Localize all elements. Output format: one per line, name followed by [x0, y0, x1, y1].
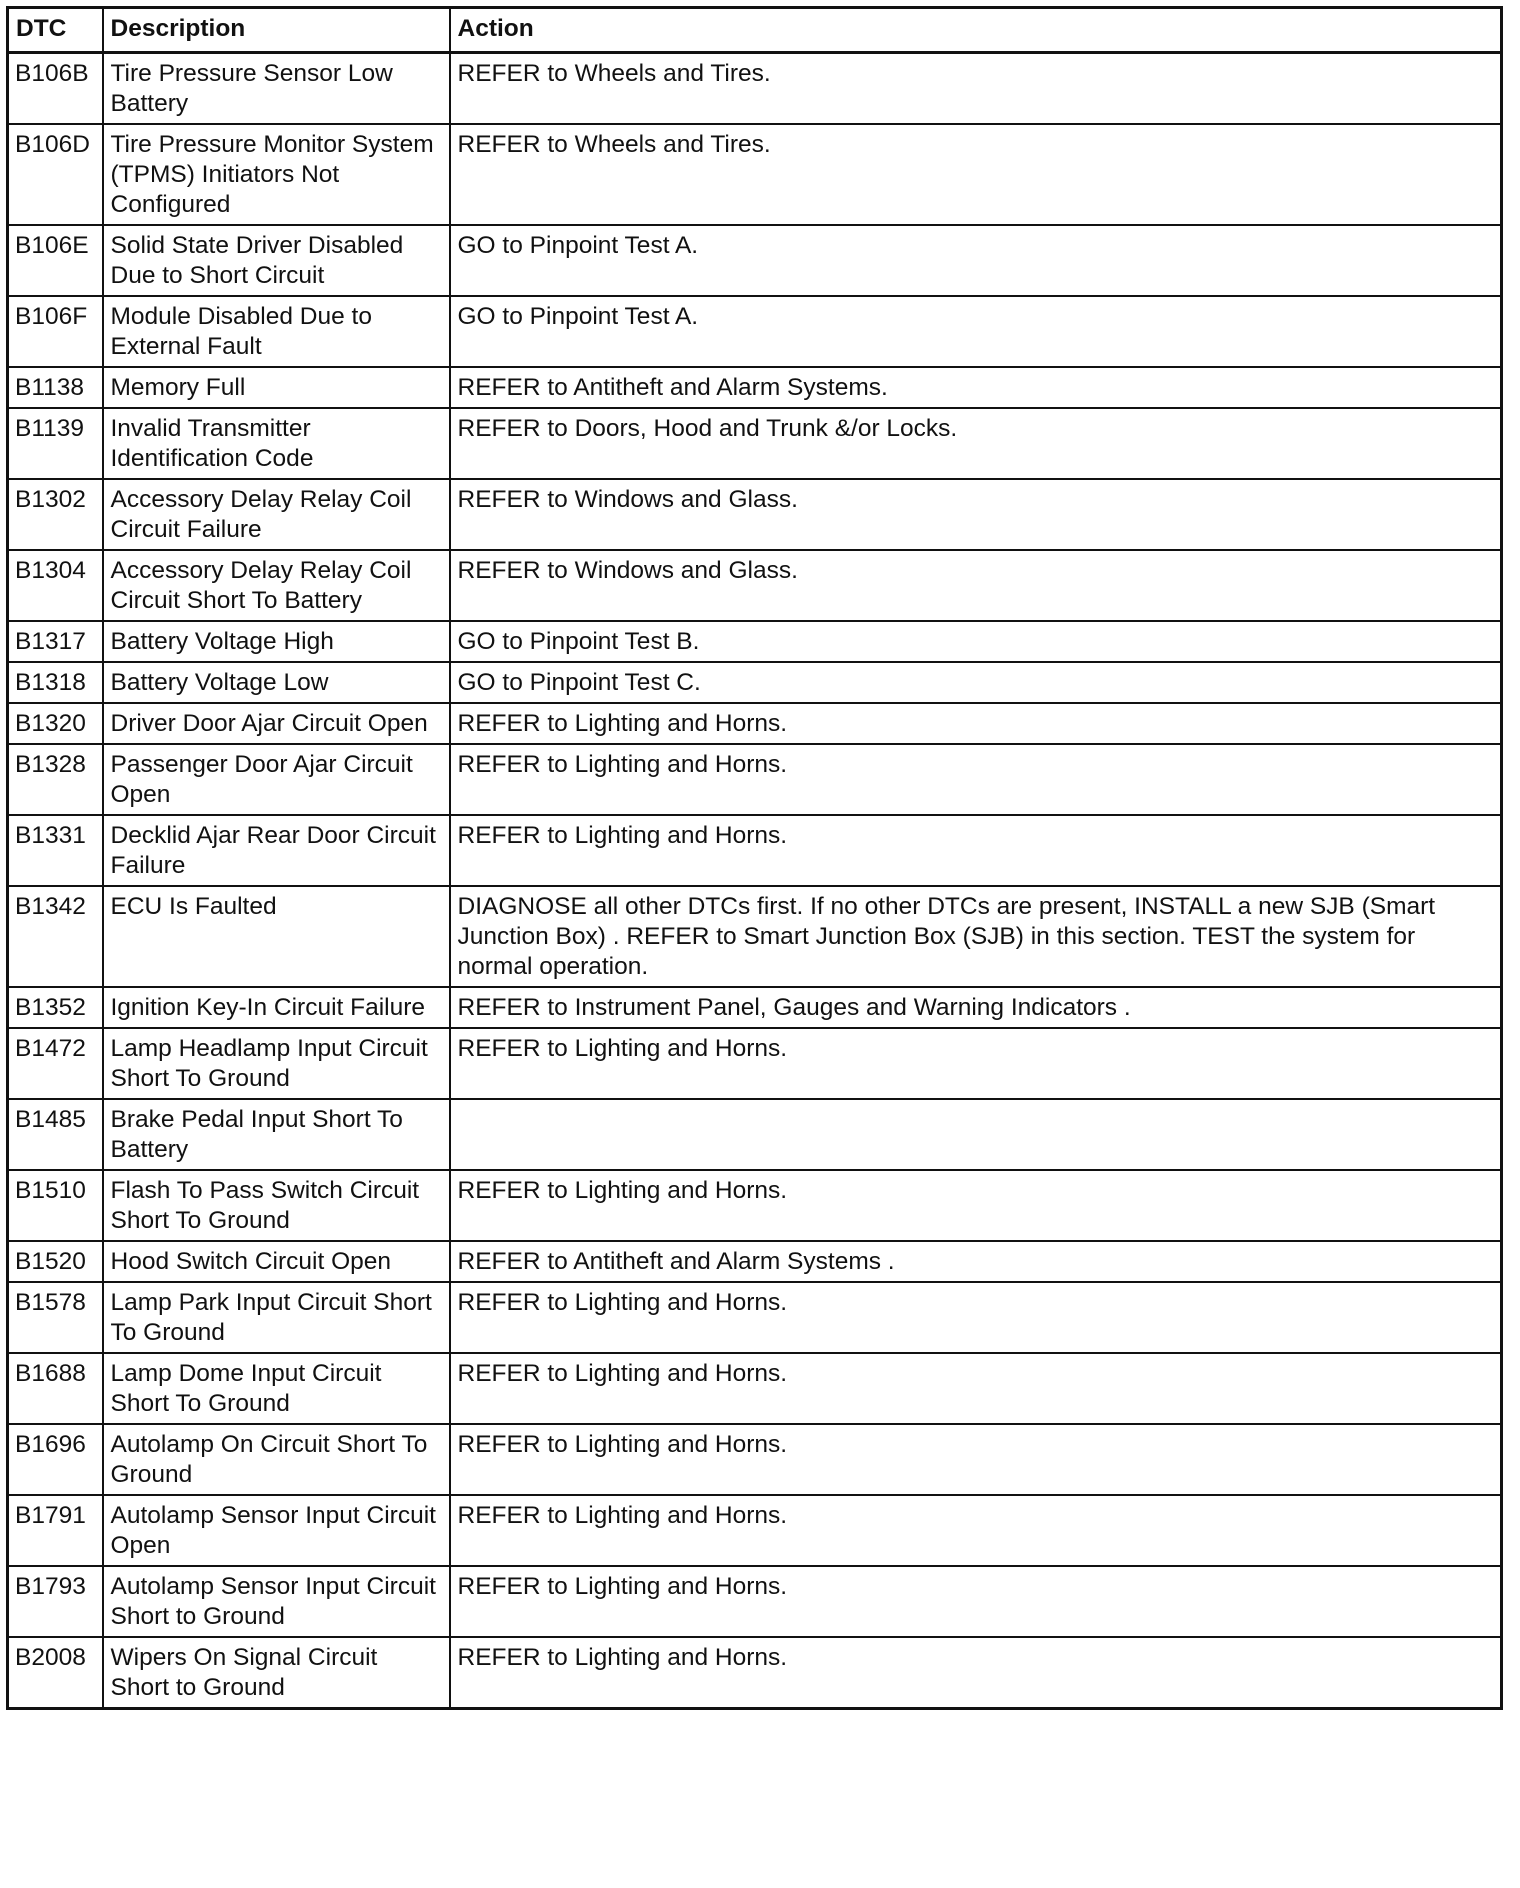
dtc-code: B1139 [8, 408, 103, 479]
dtc-description: Accessory Delay Relay Coil Circuit Failure [103, 479, 450, 550]
table-body [8, 53, 1502, 1709]
dtc-action: REFER to Lighting and Horns. [450, 815, 1502, 886]
dtc-code: B106D [8, 124, 103, 225]
dtc-code: B106B [8, 53, 103, 125]
table-row [8, 662, 1502, 703]
table-row [8, 1241, 1502, 1282]
dtc-action: GO to Pinpoint Test A. [450, 296, 1502, 367]
dtc-code: B1472 [8, 1028, 103, 1099]
dtc-description: Autolamp On Circuit Short To Ground [103, 1424, 450, 1495]
dtc-description: Lamp Park Input Circuit Short To Ground [103, 1282, 450, 1353]
table-row [8, 1495, 1502, 1566]
dtc-code: B1328 [8, 744, 103, 815]
dtc-table [6, 6, 1503, 1710]
dtc-code: B1485 [8, 1099, 103, 1170]
dtc-description: Flash To Pass Switch Circuit Short To Ground [103, 1170, 450, 1241]
dtc-action: REFER to Lighting and Horns. [450, 1353, 1502, 1424]
dtc-code: B1510 [8, 1170, 103, 1241]
dtc-code: B1138 [8, 367, 103, 408]
dtc-description: Wipers On Signal Circuit Short to Ground [103, 1637, 450, 1709]
dtc-action [450, 1099, 1502, 1170]
dtc-code: B106E [8, 225, 103, 296]
dtc-description: Tire Pressure Monitor System (TPMS) Initiators Not Configured [103, 124, 450, 225]
dtc-description: Accessory Delay Relay Coil Circuit Short To Battery [103, 550, 450, 621]
table-row [8, 621, 1502, 662]
dtc-code: B2008 [8, 1637, 103, 1709]
dtc-description: Lamp Headlamp Input Circuit Short To Ground [103, 1028, 450, 1099]
dtc-action: REFER to Lighting and Horns. [450, 1566, 1502, 1637]
dtc-description: Brake Pedal Input Short To Battery [103, 1099, 450, 1170]
dtc-description: Tire Pressure Sensor Low Battery [103, 53, 450, 125]
dtc-description: Battery Voltage Low [103, 662, 450, 703]
table-row [8, 53, 1502, 125]
dtc-description: Lamp Dome Input Circuit Short To Ground [103, 1353, 450, 1424]
table-row [8, 1353, 1502, 1424]
dtc-description: Invalid Transmitter Identification Code [103, 408, 450, 479]
dtc-action: REFER to Windows and Glass. [450, 479, 1502, 550]
dtc-description: Battery Voltage High [103, 621, 450, 662]
dtc-code: B1352 [8, 987, 103, 1028]
dtc-action: GO to Pinpoint Test C. [450, 662, 1502, 703]
dtc-description: Memory Full [103, 367, 450, 408]
table-row [8, 1424, 1502, 1495]
dtc-code: B1317 [8, 621, 103, 662]
dtc-description: Module Disabled Due to External Fault [103, 296, 450, 367]
table-row [8, 886, 1502, 987]
table-header [8, 8, 1502, 53]
dtc-description: Solid State Driver Disabled Due to Short Circuit [103, 225, 450, 296]
dtc-action: REFER to Instrument Panel, Gauges and Warning Indicators . [450, 987, 1502, 1028]
dtc-action: REFER to Lighting and Horns. [450, 744, 1502, 815]
dtc-code: B1318 [8, 662, 103, 703]
dtc-code: B1793 [8, 1566, 103, 1637]
table-row [8, 550, 1502, 621]
table-row [8, 1637, 1502, 1709]
dtc-action: REFER to Antitheft and Alarm Systems . [450, 1241, 1502, 1282]
table-row [8, 124, 1502, 225]
table-row [8, 815, 1502, 886]
dtc-code: B1304 [8, 550, 103, 621]
dtc-code: B1578 [8, 1282, 103, 1353]
header-dtc: DTC [8, 8, 103, 53]
dtc-description: Hood Switch Circuit Open [103, 1241, 450, 1282]
dtc-code: B1342 [8, 886, 103, 987]
table-row [8, 479, 1502, 550]
dtc-action: REFER to Lighting and Horns. [450, 1495, 1502, 1566]
table-row [8, 1170, 1502, 1241]
dtc-action: GO to Pinpoint Test A. [450, 225, 1502, 296]
dtc-action: REFER to Lighting and Horns. [450, 1424, 1502, 1495]
dtc-action: GO to Pinpoint Test B. [450, 621, 1502, 662]
table-row [8, 744, 1502, 815]
table-row [8, 1566, 1502, 1637]
dtc-action: REFER to Windows and Glass. [450, 550, 1502, 621]
dtc-description: Driver Door Ajar Circuit Open [103, 703, 450, 744]
dtc-description: Autolamp Sensor Input Circuit Open [103, 1495, 450, 1566]
table-row [8, 225, 1502, 296]
header-description: Description [103, 8, 450, 53]
dtc-code: B106F [8, 296, 103, 367]
dtc-action: REFER to Lighting and Horns. [450, 1282, 1502, 1353]
dtc-action: REFER to Antitheft and Alarm Systems. [450, 367, 1502, 408]
dtc-action: REFER to Lighting and Horns. [450, 1170, 1502, 1241]
dtc-description: ECU Is Faulted [103, 886, 450, 987]
dtc-code: B1520 [8, 1241, 103, 1282]
table-row [8, 1099, 1502, 1170]
dtc-action: REFER to Wheels and Tires. [450, 124, 1502, 225]
dtc-code: B1696 [8, 1424, 103, 1495]
table-row [8, 296, 1502, 367]
table-row [8, 367, 1502, 408]
dtc-action: REFER to Doors, Hood and Trunk &/or Locks. [450, 408, 1502, 479]
dtc-description: Decklid Ajar Rear Door Circuit Failure [103, 815, 450, 886]
dtc-action: DIAGNOSE all other DTCs first. If no other DTCs are present, INSTALL a new SJB (Smart Junction Box) . REFER to Smart Junction Box (SJB) in this section. TEST the system for normal operation. [450, 886, 1502, 987]
table-row [8, 703, 1502, 744]
header-action: Action [450, 8, 1502, 53]
dtc-code: B1320 [8, 703, 103, 744]
dtc-code: B1688 [8, 1353, 103, 1424]
dtc-action: REFER to Lighting and Horns. [450, 703, 1502, 744]
dtc-action: REFER to Lighting and Horns. [450, 1028, 1502, 1099]
table-row [8, 1282, 1502, 1353]
dtc-code: B1302 [8, 479, 103, 550]
table-row [8, 408, 1502, 479]
dtc-action: REFER to Lighting and Horns. [450, 1637, 1502, 1709]
header-row [8, 8, 1502, 53]
table-row [8, 987, 1502, 1028]
dtc-code: B1331 [8, 815, 103, 886]
table-row [8, 1028, 1502, 1099]
dtc-description: Ignition Key-In Circuit Failure [103, 987, 450, 1028]
dtc-description: Autolamp Sensor Input Circuit Short to Ground [103, 1566, 450, 1637]
dtc-description: Passenger Door Ajar Circuit Open [103, 744, 450, 815]
dtc-code: B1791 [8, 1495, 103, 1566]
dtc-action: REFER to Wheels and Tires. [450, 53, 1502, 125]
